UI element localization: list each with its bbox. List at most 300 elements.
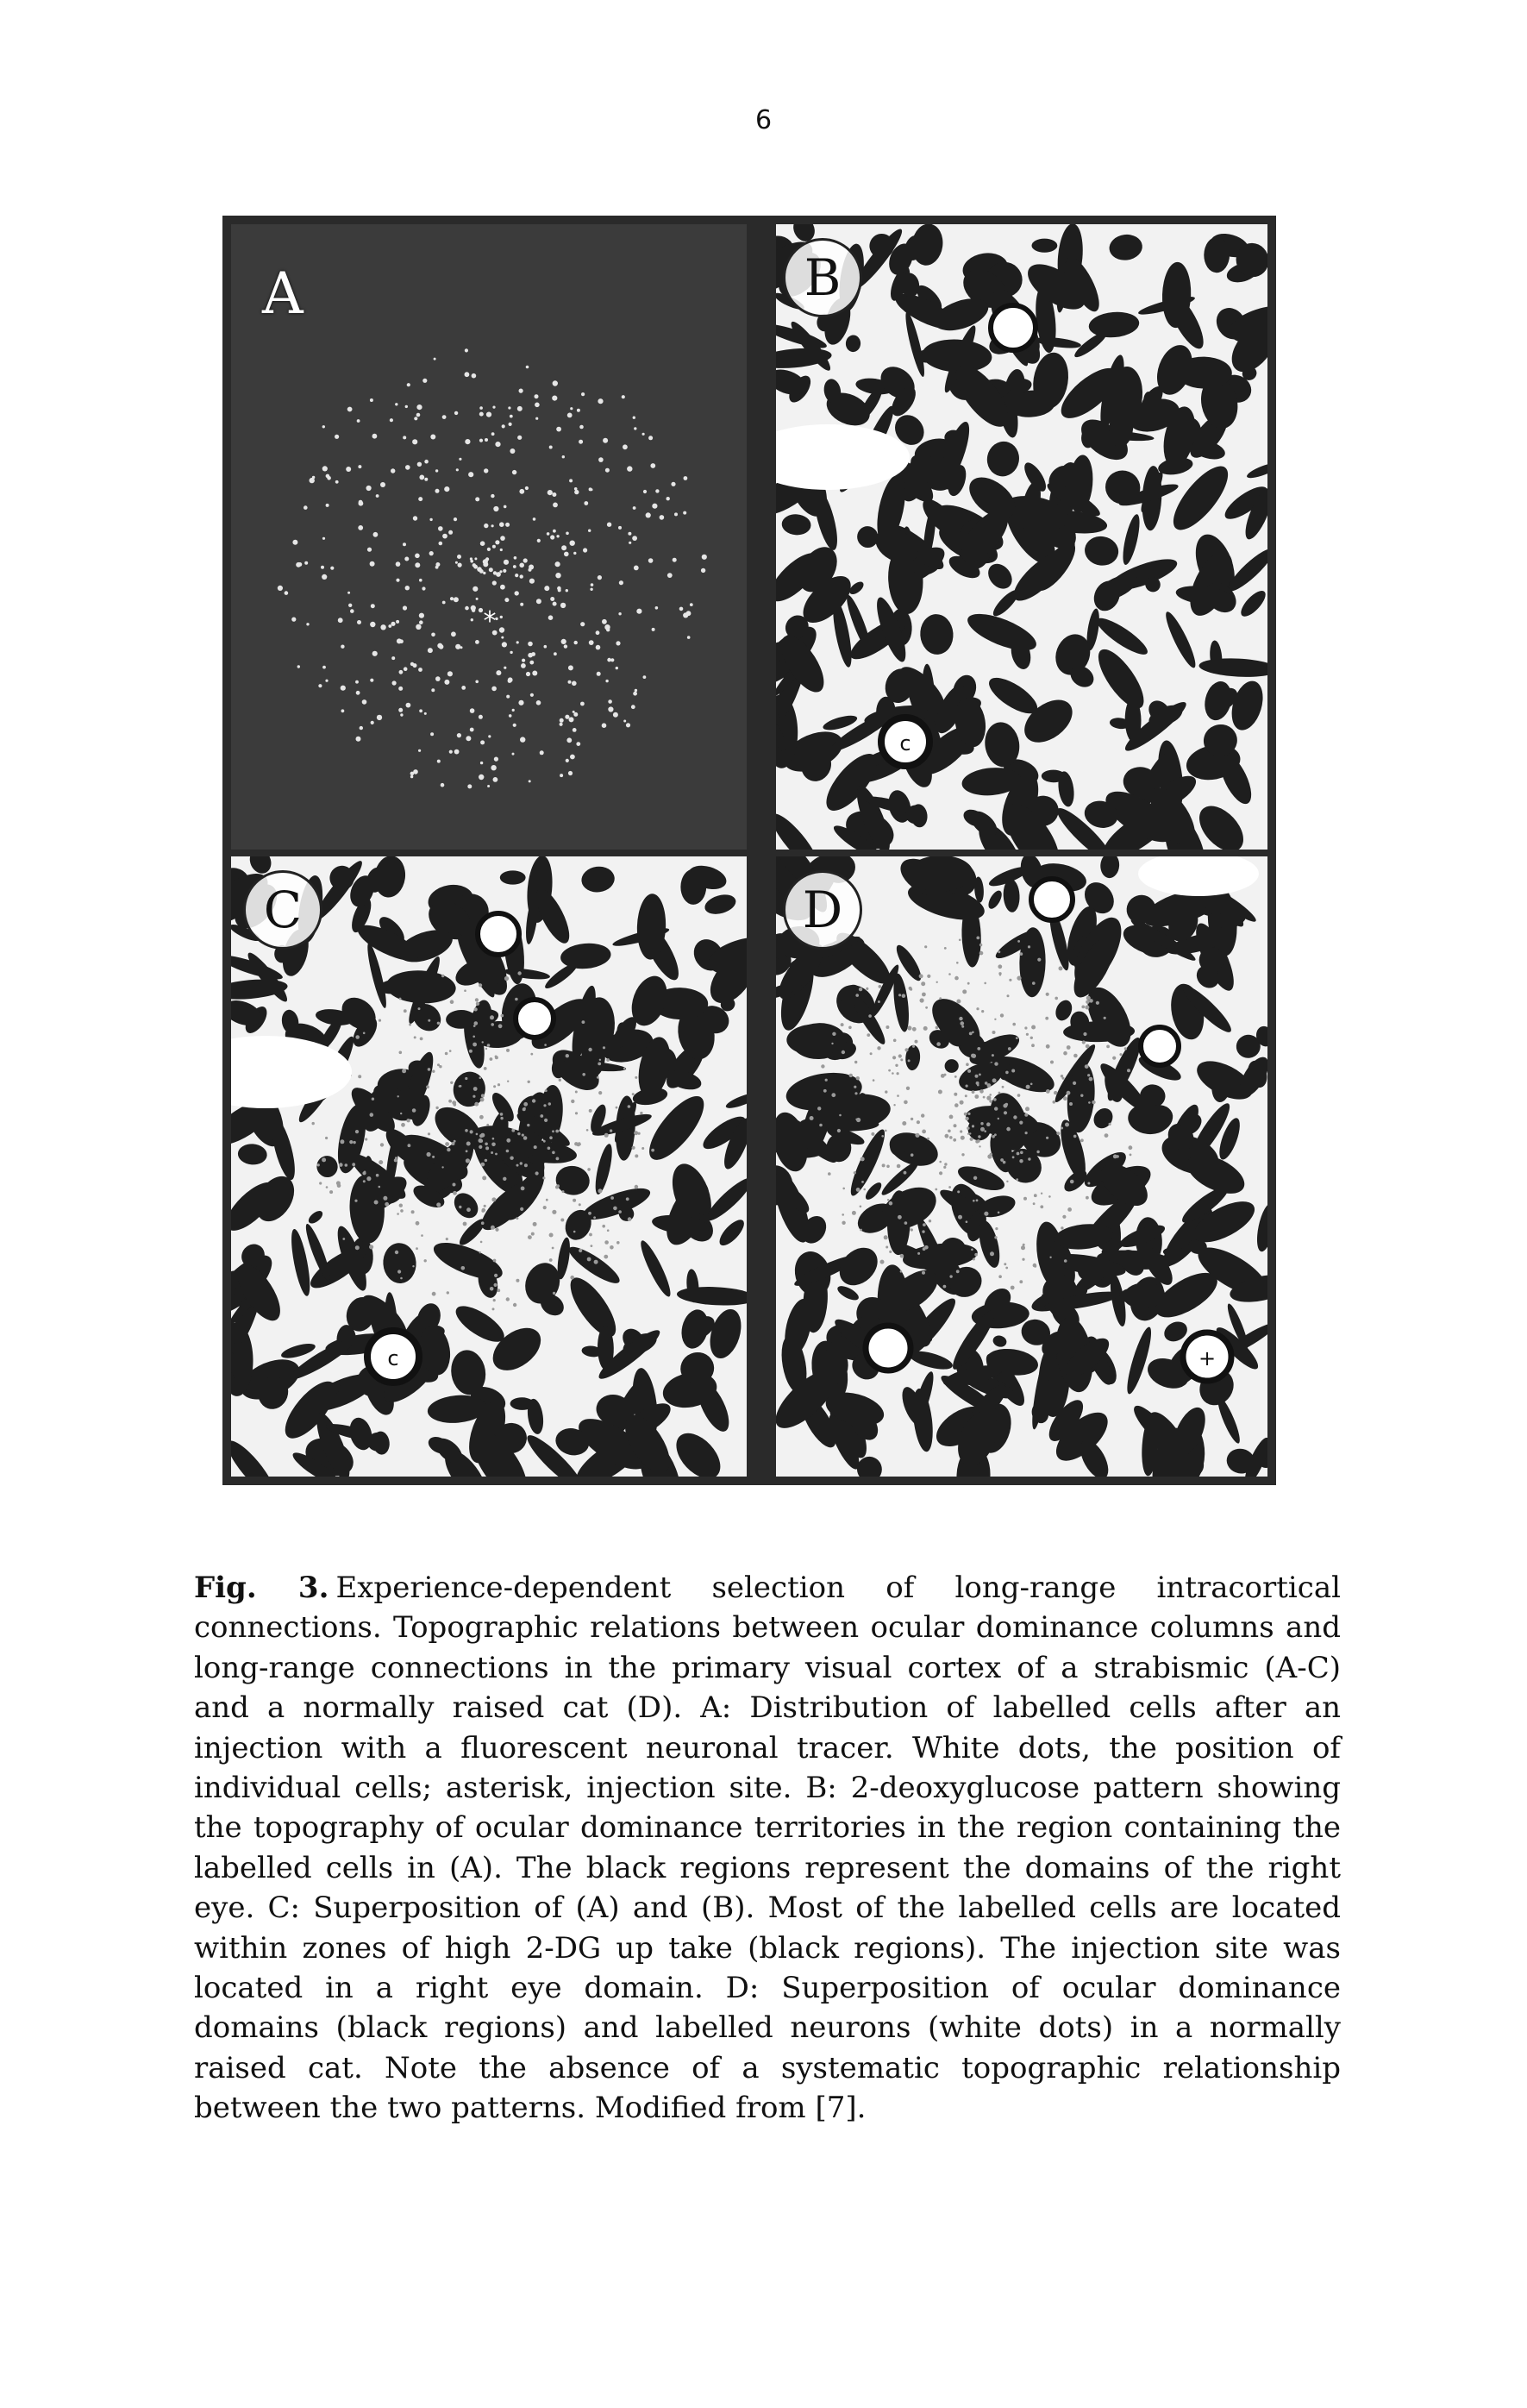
cell-dot <box>1019 1159 1023 1163</box>
cell-dot <box>500 549 503 551</box>
cell-dot <box>304 505 308 510</box>
cell-dot <box>326 504 329 507</box>
cell-dot <box>546 1199 548 1201</box>
cell-dot <box>998 1118 999 1119</box>
cell-dot <box>469 1050 472 1053</box>
cell-dot <box>357 620 361 624</box>
cell-dot <box>1082 1040 1086 1044</box>
cell-dot <box>831 1093 835 1097</box>
cell-dot <box>966 1220 968 1223</box>
cell-dot <box>341 709 345 712</box>
cell-dot <box>906 1087 910 1090</box>
cell-dot <box>400 1113 402 1114</box>
cell-dot <box>944 1163 947 1165</box>
cell-dot <box>475 998 479 1001</box>
cell-dot <box>632 1093 635 1095</box>
cell-dot <box>593 1216 596 1219</box>
cell-dot <box>503 1177 506 1181</box>
cell-dot <box>404 1009 407 1013</box>
cell-dot <box>395 1251 398 1254</box>
cell-dot <box>584 501 588 505</box>
cell-dot <box>444 486 449 492</box>
cell-dot <box>504 598 509 602</box>
cell-dot <box>586 1129 589 1132</box>
cell-dot <box>1009 979 1011 981</box>
cell-dot <box>479 412 484 417</box>
cell-dot <box>450 1082 453 1084</box>
cell-dot <box>989 1100 992 1103</box>
cell-dot <box>859 988 862 991</box>
cell-dot <box>347 592 350 594</box>
cell-dot <box>491 1023 494 1026</box>
cell-dot <box>886 1025 889 1029</box>
cell-dot <box>897 1164 901 1169</box>
cell-dot <box>370 398 373 402</box>
cell-dot <box>310 478 315 483</box>
cell-dot <box>667 573 673 578</box>
cell-dot <box>618 526 622 530</box>
cell-dot <box>556 535 559 537</box>
cell-dot <box>479 983 482 987</box>
cell-dot <box>428 1068 431 1071</box>
cell-dot <box>412 439 417 444</box>
cell-dot <box>596 645 601 650</box>
cell-dot <box>522 1134 524 1137</box>
cell-dot <box>403 605 407 610</box>
cell-dot <box>545 1089 548 1092</box>
cell-dot <box>454 597 459 602</box>
cell-dot <box>573 1199 576 1202</box>
cell-dot <box>506 695 510 699</box>
cell-dot <box>495 1228 498 1232</box>
cell-dot <box>472 1036 475 1038</box>
cell-dot <box>350 609 354 613</box>
cell-dot <box>623 1068 626 1070</box>
cell-dot <box>490 1015 494 1019</box>
cell-dot <box>1040 1205 1043 1208</box>
cell-dot <box>966 1085 968 1088</box>
cell-dot <box>339 1163 343 1167</box>
cell-dot <box>861 1181 864 1183</box>
cell-dot <box>424 460 429 464</box>
cell-dot <box>575 1091 578 1094</box>
cell-dot <box>491 524 494 527</box>
cell-dot <box>372 1098 374 1101</box>
cell-dot <box>828 1172 831 1176</box>
cell-dot <box>613 1207 617 1211</box>
cell-dot <box>1061 1127 1063 1130</box>
cell-dot <box>603 1046 605 1049</box>
cell-dot <box>500 585 505 590</box>
cell-dot <box>379 1019 381 1022</box>
cell-dot <box>415 562 420 568</box>
cell-dot <box>526 672 530 676</box>
cell-dot <box>948 1130 951 1133</box>
cell-dot <box>297 665 300 668</box>
cell-dot <box>430 435 435 440</box>
cell-dot <box>480 1098 485 1102</box>
cell-dot <box>459 1206 461 1208</box>
cell-dot <box>481 1221 485 1225</box>
cell-dot <box>517 1132 520 1135</box>
cell-dot <box>923 1247 926 1251</box>
cell-dot <box>598 1091 602 1094</box>
cell-dot <box>1026 1033 1029 1036</box>
cell-dot <box>399 1204 403 1207</box>
cell-dot <box>341 686 346 691</box>
cell-dot <box>568 665 573 670</box>
cell-dot <box>871 1132 874 1136</box>
cell-dot <box>454 749 460 755</box>
cell-dot <box>641 1147 644 1150</box>
cell-dot <box>1031 1044 1035 1047</box>
cell-dot <box>405 405 408 408</box>
cell-dot <box>633 506 636 510</box>
cell-dot <box>965 1117 968 1120</box>
cell-dot <box>866 988 868 990</box>
cell-dot <box>525 486 529 490</box>
cell-dot <box>976 1199 979 1201</box>
cell-dot <box>878 1000 880 1003</box>
cell-dot <box>449 750 453 754</box>
cell-dot <box>560 774 563 777</box>
cell-dot <box>956 1270 960 1273</box>
cell-dot <box>927 975 930 978</box>
cell-dot <box>422 379 427 383</box>
cell-dot <box>992 1031 996 1034</box>
cell-dot <box>643 675 647 679</box>
cell-dot <box>673 558 677 562</box>
cell-dot <box>355 1245 360 1250</box>
cell-dot <box>404 557 409 561</box>
cell-dot <box>500 1117 503 1119</box>
cell-dot <box>979 1089 984 1094</box>
cell-dot <box>466 1150 468 1152</box>
cell-dot <box>412 1265 414 1267</box>
cell-dot <box>418 668 422 672</box>
cell-dot <box>559 1079 561 1082</box>
cell-dot <box>322 466 328 471</box>
cell-dot <box>616 1241 620 1245</box>
domain-blob <box>786 1024 844 1056</box>
cell-dot <box>394 1158 397 1162</box>
cell-dot <box>652 628 655 631</box>
cell-dot <box>543 1206 547 1209</box>
domain-blob <box>1032 239 1058 253</box>
cell-dot <box>335 435 339 439</box>
cell-dot <box>577 409 580 412</box>
cell-dot <box>1008 1047 1011 1050</box>
cell-dot <box>1046 1044 1050 1049</box>
cell-dot <box>938 1090 942 1094</box>
cell-dot <box>500 616 503 618</box>
cell-dot <box>491 1226 495 1230</box>
cell-dot <box>492 406 495 409</box>
cell-dot <box>403 542 406 546</box>
cell-dot <box>1013 1115 1017 1119</box>
cell-dot <box>453 1191 457 1195</box>
cell-dot <box>954 1075 957 1078</box>
cell-dot <box>397 1095 399 1097</box>
cell-dot <box>410 775 413 778</box>
cell-dot <box>487 548 491 551</box>
cell-dot <box>1030 1037 1033 1039</box>
cell-dot <box>356 737 361 742</box>
cell-dot <box>581 392 585 396</box>
cell-dot <box>504 667 506 669</box>
cell-dot <box>1063 1051 1067 1056</box>
cell-dot <box>435 566 439 569</box>
cell-dot <box>628 1217 632 1221</box>
cell-dot <box>372 651 378 656</box>
cell-dot <box>642 433 645 436</box>
page-number: 6 <box>754 105 773 135</box>
cell-dot <box>1086 1196 1089 1200</box>
cell-dot <box>479 1115 484 1119</box>
cell-dot <box>610 658 614 662</box>
cell-dot <box>984 1130 986 1132</box>
cell-dot <box>873 1079 875 1082</box>
cell-dot <box>623 720 626 723</box>
cell-dot <box>456 468 459 471</box>
cell-dot <box>1081 1006 1085 1009</box>
cell-dot <box>506 1150 510 1153</box>
cell-dot <box>496 572 501 577</box>
cell-dot <box>521 1187 525 1191</box>
cell-dot <box>514 556 517 560</box>
cell-dot <box>519 489 524 494</box>
cell-dot <box>472 609 475 612</box>
cell-dot <box>420 1038 423 1041</box>
cell-dot <box>895 1064 898 1067</box>
cell-dot <box>879 985 882 988</box>
domain-blob <box>1012 775 1023 811</box>
cell-dot <box>597 1076 599 1079</box>
cell-dot <box>473 565 478 569</box>
cell-dot <box>459 1085 460 1087</box>
cell-dot <box>503 569 506 573</box>
cell-dot <box>566 759 569 762</box>
cell-dot <box>379 1160 383 1164</box>
cell-dot <box>429 551 434 555</box>
cell-dot <box>391 622 395 626</box>
panel-label-c: C <box>243 870 322 950</box>
cell-dot <box>535 394 539 398</box>
cell-dot <box>502 424 505 428</box>
cell-dot <box>616 1107 618 1109</box>
cell-dot <box>877 1046 880 1050</box>
cell-dot <box>1069 1102 1073 1106</box>
cell-dot <box>967 1069 971 1073</box>
cell-dot <box>500 536 505 541</box>
cell-dot <box>493 1299 496 1301</box>
cell-dot <box>524 1163 528 1167</box>
cell-dot <box>889 1251 892 1253</box>
cell-dot <box>1004 1263 1006 1265</box>
cell-dot <box>372 434 378 439</box>
cell-dot <box>651 1149 654 1152</box>
cell-dot <box>466 1207 471 1212</box>
cell-dot <box>936 1042 941 1046</box>
cell-dot <box>849 1074 853 1077</box>
cell-dot <box>972 1125 974 1127</box>
cell-dot <box>985 1082 988 1085</box>
cell-dot <box>414 417 417 420</box>
cell-dot <box>976 937 979 940</box>
cell-dot <box>1036 1151 1039 1153</box>
cell-dot <box>897 1094 899 1097</box>
cell-dot <box>636 609 641 614</box>
cell-dot <box>574 490 579 494</box>
cell-dot <box>867 1033 870 1037</box>
cell-dot <box>597 672 601 676</box>
cell-dot <box>495 1056 498 1058</box>
cell-dot <box>602 1225 605 1228</box>
cell-dot <box>428 648 433 653</box>
cell-dot <box>450 1000 454 1004</box>
cell-dot <box>479 774 484 780</box>
cell-dot <box>465 1077 467 1080</box>
cell-dot <box>632 536 637 541</box>
cell-dot <box>623 444 628 449</box>
cell-dot <box>948 1186 951 1188</box>
cell-dot <box>1046 1089 1050 1094</box>
figure-caption-text: Experience-dependent selection of long-range intracortical connections. Topographic relations between ocular dominance columns and long-range connections in the primary visual cortex of a strabismic (A-C) and a normally raised cat (D). A: Distribution of labelled cells after an injection with a fluorescent neuronal tracer. White dots, the position of individual cells; asterisk, injection site. B: 2-deoxyglucose pattern showing the topography of ocular dominance territories in the region containing the labelled cells in (A). The black regions represent the domains of the right eye. C: Superposition of (A) and (B). Most of the labelled cells are located within zones of high 2-DG up take (black regions). The injection site was located in a right eye domain. D: Superposition of ocular dominance domains (black regions) and labelled neurons (white dots) in a normally raised cat. Note the absence of a systematic topographic relationship between the two patterns. Modified from [7]. <box>194 1571 1341 2126</box>
cell-dot <box>325 1137 328 1139</box>
cell-dot <box>854 1086 856 1088</box>
cell-dot <box>482 1041 484 1043</box>
cell-dot <box>570 1276 574 1280</box>
cell-dot <box>1053 1101 1056 1104</box>
cell-dot <box>391 468 395 473</box>
cell-dot <box>465 606 469 611</box>
cell-dot <box>322 666 326 669</box>
cell-dot <box>523 1102 528 1107</box>
cell-dot <box>960 1101 964 1105</box>
cell-dot <box>855 1119 857 1120</box>
cell-dot <box>1088 1101 1091 1104</box>
cell-dot <box>863 1188 866 1191</box>
cell-dot <box>893 1104 895 1106</box>
cell-dot <box>416 624 421 630</box>
cell-dot <box>574 1142 578 1145</box>
cell-dot <box>967 1133 969 1135</box>
cell-dot <box>922 993 926 997</box>
cell-dot <box>484 1067 487 1070</box>
cell-dot <box>523 558 528 562</box>
cell-dot <box>868 1014 872 1018</box>
cell-dot <box>898 1215 902 1220</box>
cell-dot <box>633 692 637 696</box>
cell-dot <box>457 733 461 737</box>
cell-dot <box>322 574 327 580</box>
panel-a-labelled-cells <box>231 224 747 850</box>
cell-dot <box>494 1283 498 1287</box>
cell-dot <box>634 1131 638 1135</box>
cell-dot <box>376 1174 379 1177</box>
cell-dot <box>486 1124 489 1126</box>
cell-dot <box>573 712 578 717</box>
cell-dot <box>560 603 566 608</box>
cell-dot <box>441 783 445 787</box>
cell-dot <box>400 1209 404 1213</box>
cell-dot <box>529 661 534 665</box>
cell-dot <box>1032 981 1036 985</box>
cell-dot <box>353 1141 355 1144</box>
cell-dot <box>491 765 496 770</box>
cell-dot <box>604 1240 609 1245</box>
cell-dot <box>485 1146 489 1150</box>
cell-dot <box>979 1145 980 1147</box>
cell-dot <box>338 618 343 623</box>
cell-dot <box>1050 1061 1054 1064</box>
cell-dot <box>976 1007 979 1010</box>
cell-dot <box>516 1279 519 1282</box>
cell-dot <box>355 1130 359 1133</box>
cell-dot <box>395 1157 397 1159</box>
cell-dot <box>504 505 507 509</box>
cell-dot <box>532 671 537 676</box>
cell-dot <box>977 1047 980 1050</box>
cell-dot <box>943 1166 946 1169</box>
cell-dot <box>943 1285 947 1289</box>
cell-dot <box>501 636 504 639</box>
site-label-plus: + <box>1198 1346 1217 1370</box>
cell-dot <box>516 641 519 643</box>
cell-dot <box>929 1220 931 1222</box>
cell-dot <box>535 1171 539 1175</box>
cell-dot <box>306 623 309 625</box>
cell-dot <box>1067 1091 1071 1095</box>
cell-dot <box>476 1002 479 1006</box>
cell-dot <box>1112 1057 1116 1060</box>
cell-dot <box>484 524 488 528</box>
cell-dot <box>416 1247 418 1250</box>
cell-dot <box>939 1171 942 1175</box>
cell-dot <box>1080 1094 1083 1097</box>
cell-dot <box>322 1157 326 1162</box>
cell-dot <box>1016 1178 1018 1181</box>
cell-dot <box>560 718 564 723</box>
cell-dot <box>380 624 385 630</box>
cell-dot <box>341 645 344 649</box>
cell-dot <box>966 1063 969 1066</box>
cell-dot <box>1024 1026 1027 1029</box>
cell-dot <box>990 1251 994 1256</box>
cell-dot <box>485 438 488 442</box>
cell-dot <box>419 475 424 480</box>
cell-dot <box>589 487 592 491</box>
cell-dot <box>911 1228 913 1231</box>
cell-dot <box>450 597 454 600</box>
cell-dot <box>467 784 472 788</box>
cell-dot <box>949 1136 953 1139</box>
cell-dot <box>510 415 513 418</box>
cell-dot <box>553 530 556 533</box>
cell-dot <box>936 1026 939 1030</box>
cell-dot <box>823 1089 827 1093</box>
cell-dot <box>994 1236 997 1238</box>
cell-dot <box>398 708 403 712</box>
cell-dot <box>1054 1091 1057 1094</box>
cell-dot <box>366 1176 371 1181</box>
cell-dot <box>1006 1181 1008 1182</box>
cell-dot <box>416 1221 420 1226</box>
cell-dot <box>517 436 522 440</box>
cell-dot <box>885 1130 887 1132</box>
cell-dot <box>972 1090 975 1094</box>
cell-dot <box>1030 1083 1033 1086</box>
